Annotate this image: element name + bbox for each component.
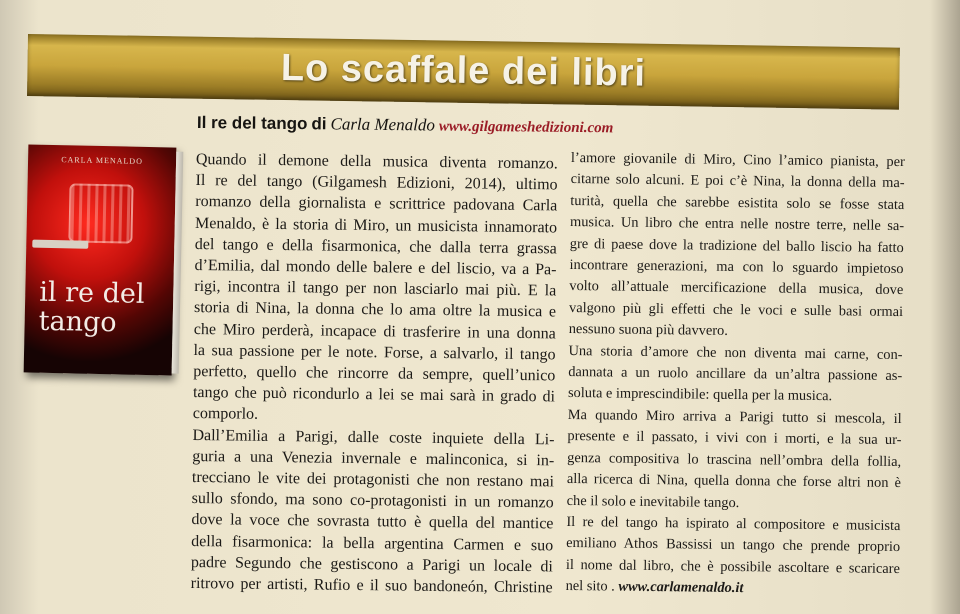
text-line: che Miro perderà, incapace di trasferire in una donna	[193, 320, 556, 343]
publisher-logo	[32, 240, 88, 249]
text-line: Una storia d’amore che non diventa mai carne, con-	[568, 342, 903, 363]
text-line: d’Emilia, dal mondo delle balere e del liscio, va a Pa-	[194, 257, 557, 279]
text-line: gre di paese dove la tradizione del ballo liscio ha fatto	[569, 235, 904, 256]
text-line: Ma quando Miro arriva a Parigi tutto si mescola, il	[567, 406, 902, 427]
author-name: Carla Menaldo	[330, 114, 435, 135]
text-line: dannata a un ruolo ancillare da un’altra passione as-	[568, 364, 903, 385]
text-line: citarne solo alcuni. E poi c’è Nina, la donna della ma-	[570, 171, 905, 192]
text-line: Il re del tango (Gilgamesh Edizioni, 2014), ultimo	[195, 172, 558, 194]
text-line: genza compositiva lo trascina nell’ombra della follia,	[567, 449, 902, 470]
book-cover-title-line1: il re del	[38, 276, 145, 310]
text-line: soluta e imprescindibile: quella per la musica.	[567, 385, 833, 405]
book-cover-author: CARLA MENALDO	[61, 155, 143, 166]
book-cover-image	[24, 144, 177, 375]
article-column-right	[566, 148, 905, 602]
text-line: romanzo della giornalista e scrittrice padovana Carla	[195, 193, 558, 215]
text-line: incontrare generazioni, ma con lo sguardo impietoso	[569, 257, 904, 278]
text-line: Il re del tango ha ispirato al compositore e musicista	[566, 513, 901, 534]
text-line: il nome dal libro, che è possibile ascoltare e scaricare	[565, 556, 900, 577]
site-prefix: nel sito .	[565, 578, 619, 595]
text-line: guria a una Venezia invernale e malinconica, si in-	[192, 447, 555, 470]
text-line: Quando il demone della musica diventa romanzo.	[195, 150, 558, 173]
heading-di: di	[311, 114, 327, 134]
text-line: perfetto, quello che rincorre da sempre, quell’unico	[193, 363, 556, 385]
text-line: la sua passione per le note. Forse, a salvarlo, il tango	[193, 341, 556, 364]
section-banner	[27, 34, 900, 110]
accordion-illustration	[68, 183, 133, 243]
text-line: trecciano le vite dei protagonisti che non restano mai	[191, 469, 555, 491]
text-line: del tango e della fisarmonica, che dalla terra grassa	[194, 235, 557, 258]
text-line: ritrovo per artisti, Rufio e il suo bandoneón, Christine	[190, 575, 553, 597]
author-website: www.carlamenaldo.it	[618, 578, 744, 597]
text-line: volto all’attuale mercificazione della musica, dove	[569, 278, 904, 299]
book-page-edge	[172, 152, 184, 374]
text-line: padre Segundo che gestiscono a Parigi un locale di	[190, 553, 554, 576]
text-line: nessuno suona più davvero.	[568, 321, 728, 340]
article-heading	[197, 113, 614, 137]
publisher-website: www.gilgameshedizioni.com	[438, 118, 614, 137]
page-edge-shadow	[930, 0, 960, 614]
text-line: l’amore giovanile di Miro, Cino l’amico pianista, per	[570, 149, 905, 171]
text-line: alla ricerca di Nina, quella donna che forse altri non è	[566, 471, 902, 492]
text-line: comporlo.	[192, 405, 259, 424]
text-line: presente e il passato, i vivi con i morti, e la sua ur-	[567, 428, 902, 449]
text-line: musica. Un libro che entra nelle nostre terre, nelle sa-	[569, 214, 905, 235]
text-line: della fisarmonica: la bella argentina Carmen e suo	[191, 532, 554, 555]
text-line: che il solo e inevitabile tango.	[566, 492, 740, 511]
article-column-left	[191, 149, 558, 599]
text-line: tango che può ricondurlo a lei se mai sarà in grado di	[192, 384, 556, 406]
text-line: storia di Nina, la donna che lo ama oltre la musica e	[193, 299, 557, 321]
text-line: rigi, incontra il tango per non lasciarlo mai più. E la	[194, 278, 557, 300]
text-line: dove la voce che sovrasta tutto è quella del mantice	[191, 511, 554, 533]
text-line: turità, quella che sarebbe esistita solo se fosse stata	[570, 192, 905, 213]
section-title: Lo scaffale dei libri	[280, 46, 647, 95]
text-line: Menaldo, è la storia di Miro, un musicista innamorato	[194, 214, 558, 237]
text-line: valgono più gli effetti che le voci e sulle basi ormai	[568, 299, 904, 320]
text-line: Dall’Emilia a Parigi, dalle coste inquiete della Li-	[192, 426, 555, 449]
text-line-final	[566, 576, 900, 601]
text-line: emiliano Athos Bassissi un tango che prende proprio	[566, 535, 901, 556]
text-line: sullo sfondo, ma sono co-protagonisti in un romanzo	[191, 490, 554, 512]
book-cover-title-line2: tango	[38, 305, 117, 339]
book-title: Il re del tango	[196, 113, 308, 134]
